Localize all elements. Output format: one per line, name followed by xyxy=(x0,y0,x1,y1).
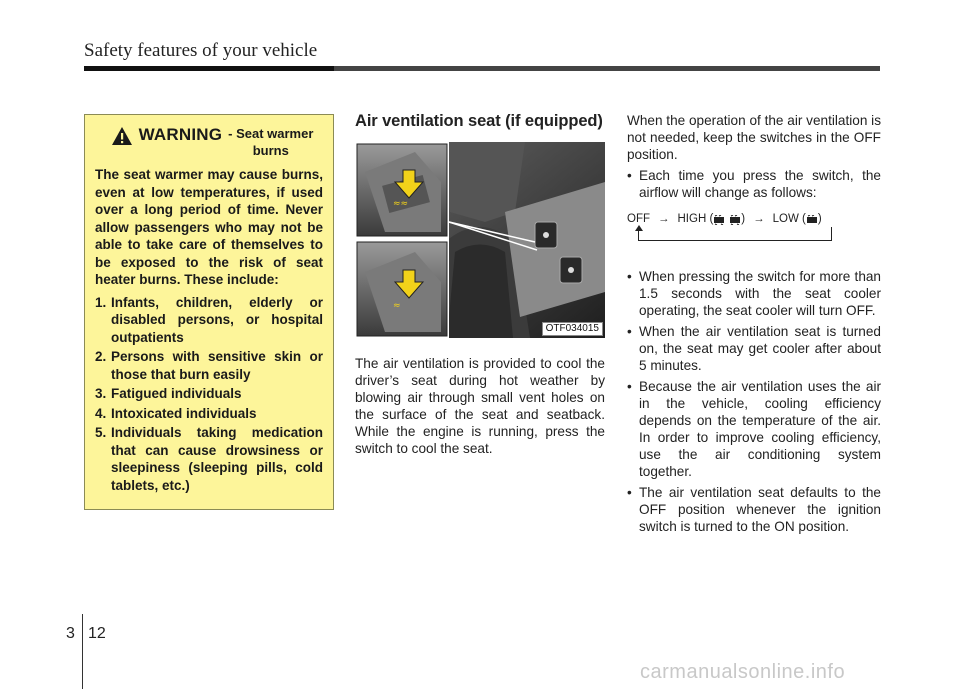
watermark: carmanualsonline.info xyxy=(640,661,846,683)
bullet-item: • Each time you press the switch, the airflow will change as follows: xyxy=(627,168,881,200)
warning-subtitle-line1: - Seat warmer xyxy=(228,126,314,141)
airflow-sequence-row xyxy=(627,211,881,228)
bullet-item: • The air ventilation seat defaults to the OFF position whenever the ignition switch is turned to the ON position. xyxy=(627,485,881,534)
warning-subtitle-line2: burns xyxy=(252,143,289,158)
flow-return-arrow xyxy=(638,227,832,241)
bullet-item: • Because the air ventilation uses the air in the vehicle, cooling efficiency depends on the temperature of the air. In order to improve cooling efficiency, use the air conditioning system together. xyxy=(627,379,881,479)
warning-box xyxy=(84,114,334,510)
header-rule xyxy=(84,66,880,71)
flow-low-label: LOW ( xyxy=(772,213,806,225)
page-section-number: 3 xyxy=(66,625,75,642)
warning-body: The seat warmer may cause burns, even at low temperatures, if used over a long period of time. Never allow passengers who may not be able to take care of themselves to be exposed to the risk of seat heater burns. These include: xyxy=(95,167,323,287)
flow-high-label: HIGH ( xyxy=(677,213,714,225)
bullet-list-top xyxy=(627,167,881,201)
flow-high-close: ) xyxy=(741,213,746,225)
page-number: 12 xyxy=(88,625,106,642)
section-title: Air ventilation seat (if equipped) xyxy=(355,112,603,130)
warning-list-item: 3. Fatigued individuals xyxy=(95,386,242,401)
page-header-title: Safety features of your vehicle xyxy=(84,40,318,61)
svg-text:≈: ≈ xyxy=(393,301,401,311)
svg-text:≈≈: ≈≈ xyxy=(393,199,409,209)
bullet-list xyxy=(627,268,881,535)
warning-list-item: 4. Intoxicated individuals xyxy=(95,405,257,421)
right-column xyxy=(627,112,881,539)
fan-high-icon xyxy=(729,215,741,225)
intro-paragraph: When the operation of the air ventilation is not needed, keep the switches in the OFF position. xyxy=(627,113,881,162)
footer-divider xyxy=(82,614,83,689)
fan-high-icon xyxy=(713,215,725,225)
flow-low-close: ) xyxy=(817,213,822,225)
fan-low-icon xyxy=(806,215,818,225)
warning-word: WARNING xyxy=(138,125,223,144)
flow-arrow-icon: → xyxy=(658,213,670,225)
seat-switch-photo xyxy=(355,142,605,338)
section-paragraph: The air ventilation is provided to cool the driver’s seat during hot weather by blowing air through small vent holes on the surface of the seat and seatback. While the engine is running, press the switch to cool the seat. xyxy=(355,356,605,456)
warning-list xyxy=(95,294,323,495)
warning-list-item: 5. Individuals taking medication that can cause drowsiness or sleepiness (sleeping pills, cold tablets, etc.) xyxy=(95,425,323,493)
airflow-sequence-diagram xyxy=(627,211,881,253)
bullet-item: • When pressing the switch for more than 1.5 seconds with the seat cooler operating, the seat cooler will turn OFF. xyxy=(627,269,881,318)
middle-column xyxy=(355,112,605,457)
warning-list-item: 2. Persons with sensitive skin or those that burn easily xyxy=(95,349,323,382)
flow-off-label: OFF xyxy=(627,213,650,225)
photo-caption: OTF034015 xyxy=(542,322,603,336)
console-illustration xyxy=(355,142,605,338)
flow-arrow-icon: → xyxy=(753,213,765,225)
warning-heading xyxy=(95,125,323,159)
warning-subtitle xyxy=(228,125,313,159)
warning-list-item: 1. Infants, children, elderly or disabled persons, or hospital outpatients xyxy=(95,294,323,345)
bullet-item: • When the air ventilation seat is turned on, the seat may get cooler after about 5 minutes. xyxy=(627,324,881,373)
warning-triangle-icon xyxy=(111,126,133,146)
